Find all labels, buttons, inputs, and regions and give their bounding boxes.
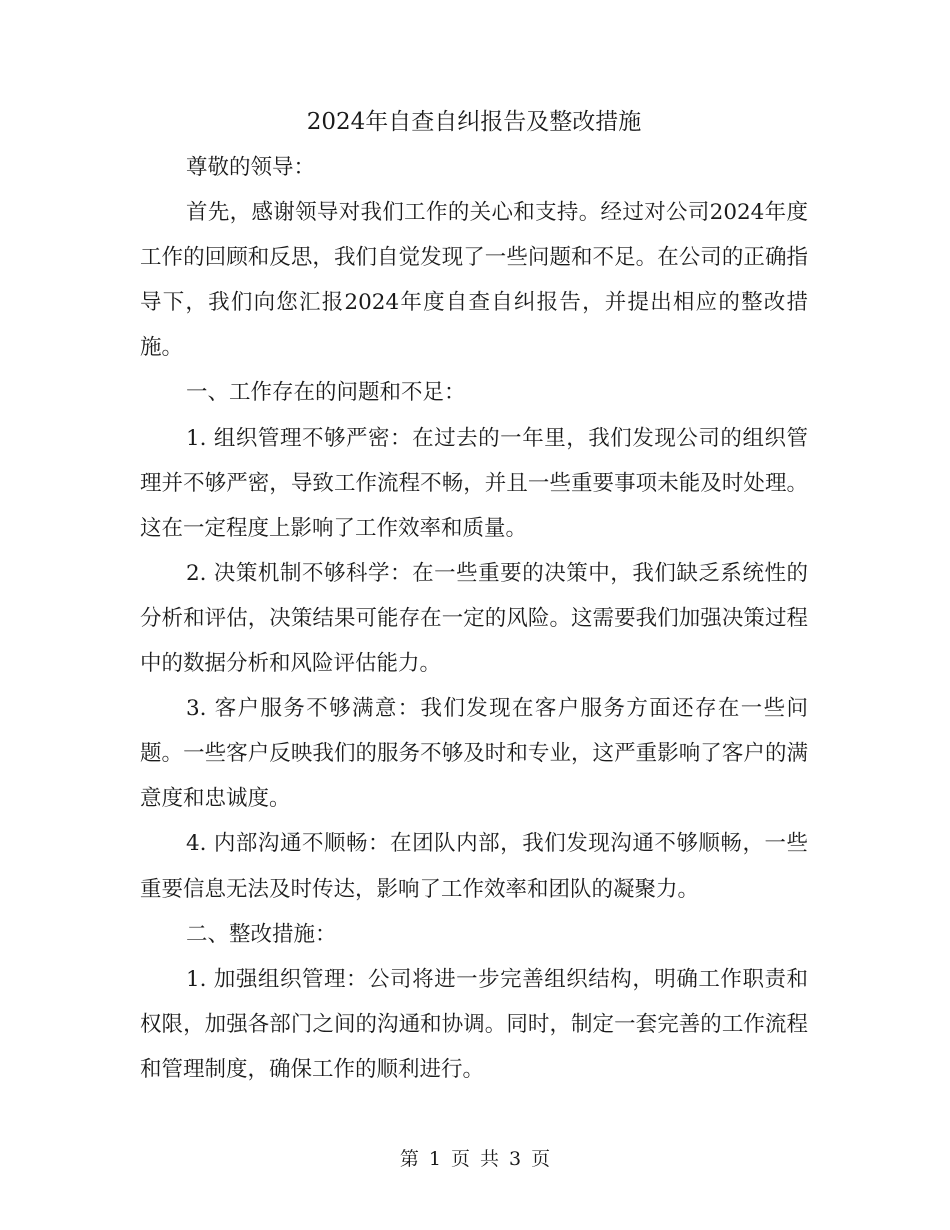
problem-item-3: 3. 客户服务不够满意：我们发现在客户服务方面还存在一些问题。一些客户反映我们的服务不够及时和专业，这严重影响了客户的满意度和忠诚度。 — [140, 696, 808, 812]
page-number-footer: 第 1 页 共 3 页 — [399, 1148, 551, 1170]
problem-item-1: 1. 组织管理不够严密：在过去的一年里，我们发现公司的组织管理并不够严密，导致工作流程不畅，并且一些重要事项未能及时处理。这在一定程度上影响了工作效率和质量。 — [140, 425, 808, 541]
document-title: 2024年自查自纠报告及整改措施 — [306, 109, 642, 135]
problem-item-2: 2. 决策机制不够科学：在一些重要的决策中，我们缺乏系统性的分析和评估，决策结果可能存在一定的风险。这需要我们加强决策过程中的数据分析和风险评估能力。 — [140, 560, 808, 677]
section-heading-measures: 二、整改措施： — [186, 921, 337, 947]
document-body — [140, 100, 808, 1092]
problem-item-4: 4. 内部沟通不顺畅：在团队内部，我们发现沟通不够顺畅，一些重要信息无法及时传达，影响了工作效率和团队的凝聚力。 — [140, 831, 808, 902]
salutation: 尊敬的领导： — [186, 155, 316, 180]
section-heading-problems: 一、工作存在的问题和不足： — [186, 380, 466, 406]
intro-paragraph: 首先，感谢领导对我们工作的关心和支持。经过对公司2024年度工作的回顾和反思，我们自觉发现了一些问题和不足。在公司的正确指导下，我们向您汇报2024年度自查自纠报告，并提出相应的整改措施。 — [140, 200, 808, 361]
measure-item-1: 1. 加强组织管理：公司将进一步完善组织结构，明确工作职责和权限，加强各部门之间的沟通和协调。同时，制定一套完善的工作流程和管理制度，确保工作的顺利进行。 — [140, 966, 808, 1082]
